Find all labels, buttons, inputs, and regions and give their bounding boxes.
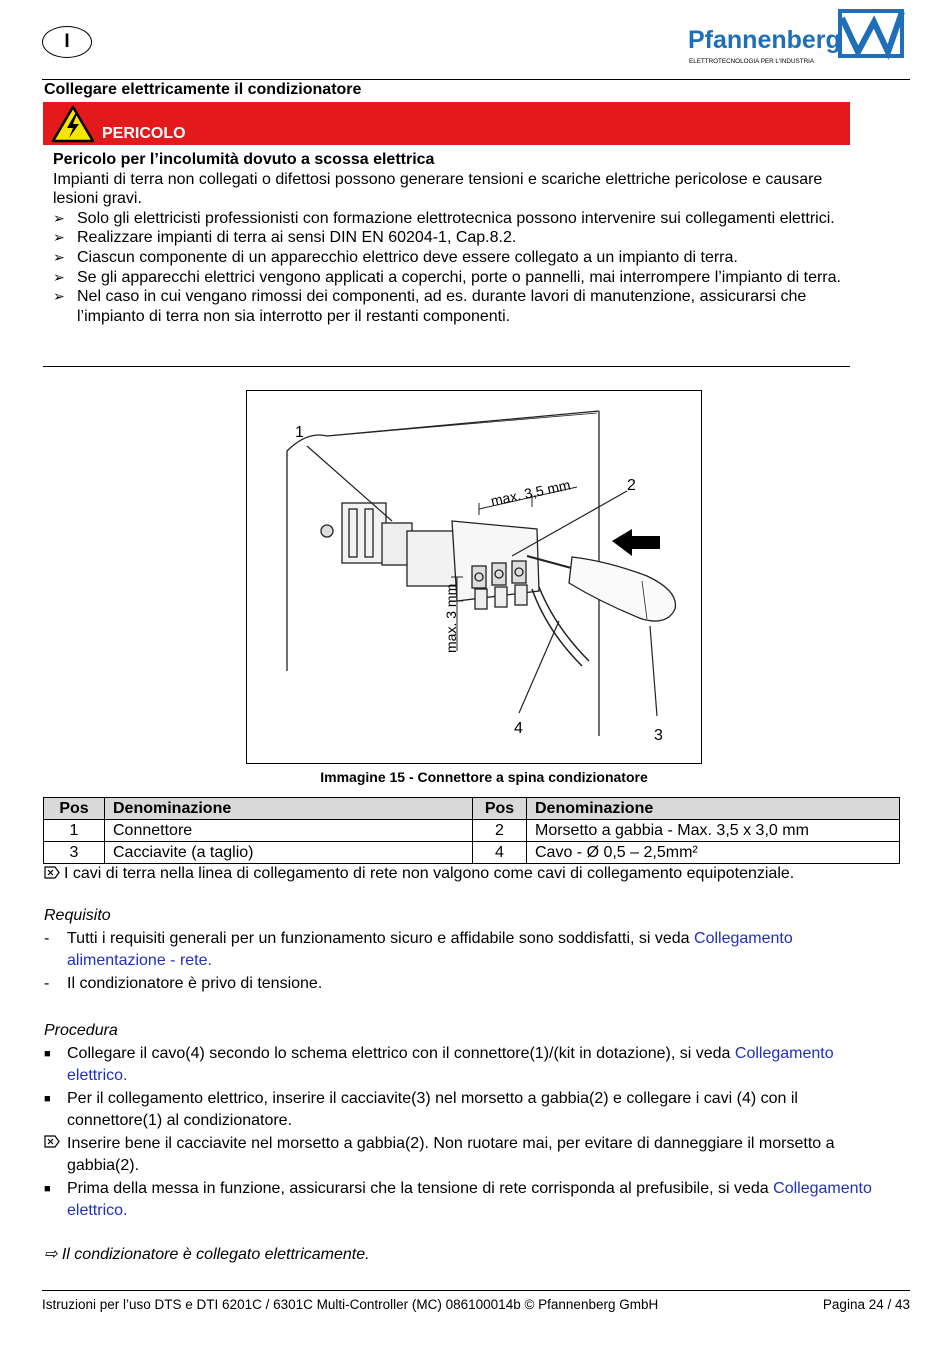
square-bullet-icon: ■ [44,1182,51,1195]
danger-label: PERICOLO [102,125,186,142]
connector-figure [246,390,702,764]
callout-2: 2 [627,477,636,494]
section-title: Collegare elettricamente il condizionatore [44,81,362,98]
warning-item: ➢ Nel caso in cui vengano rimossi dei componenti, ad es. durante lavori di manutenzione, assicurarsi che l’impianto di terra non sia interrotto per il restanti componenti. [53,287,853,326]
list-item: ■ Per il collegamento elettrico, inserire il cacciavite(3) nel morsetto a gabbia(2) e collegare i cavi (4) con il connettore(1) al condizionatore. [44,1089,798,1129]
procedure-heading: Procedura [44,1022,118,1039]
warning-heading: Pericolo per l’incolumità dovuto a scossa elettrica [53,151,435,168]
list-item: Inserire bene il cacciavite nel morsetto a gabbia(2). Non ruotare mai, per evitare di danneggiare il morsetto a gabbia(2). [44,1133,894,1178]
footer-document-info: Istruzioni per l’uso DTS e DTI 6201C / 6301C Multi-Controller (MC) 086100014b © Pfannenberg GmbH [42,1297,659,1312]
dim-vertical-label: max. 3 mm [443,583,459,653]
table-header: Pos [473,798,527,820]
warning-body [53,150,853,326]
warning-item: ➢ Se gli apparecchi elettrici vengono applicati a coperchi, porte o pannelli, mai interrompere l’impianto di terra. [53,268,853,288]
note-line [44,865,794,883]
result-arrow-icon: ⇨ [44,1246,58,1263]
brand-name: Pfannenberg [688,26,841,54]
footer-rule [42,1290,910,1291]
table-cell: Cacciavite (a taglio) [105,842,473,864]
insert-arrow-icon [612,529,660,556]
note-icon [44,866,60,879]
table-cell: Morsetto a gabbia - Max. 3,5 x 3,0 mm [527,820,900,842]
table-header: Denominazione [527,798,900,820]
table-header-row [44,798,900,820]
link-power-connection[interactable]: Collegamento alimentazione - rete. [67,929,793,969]
brand-tagline: ELETTROTECNOLOGIA PER L'INDUSTRIA [689,58,815,65]
list-item: ■ Prima della messa in funzione, assicurarsi che la tensione di rete corrisponda al prefusibile, si veda Collegamento elettrico. [44,1179,872,1219]
callout-4: 4 [514,720,523,737]
square-bullet-icon: ■ [44,1047,51,1060]
table-cell: Connettore [105,820,473,842]
callout-3: 3 [654,727,663,744]
warning-list [53,209,853,327]
warning-rule [43,366,850,367]
requirements-section [44,905,894,995]
table-header: Pos [44,798,105,820]
table-cell: 4 [473,842,527,864]
connector-illustration [247,391,700,762]
warning-item: ➢ Ciascun componente di un apparecchio elettrico deve essere collegato a un impianto di terra. [53,248,853,268]
position-table [43,797,900,864]
note-icon [44,1135,60,1148]
table-cell: 1 [44,820,105,842]
header-rule [42,79,910,80]
note-text: I cavi di terra nella linea di collegamento di rete non valgono come cavi di collegamento equipotenziale. [64,865,795,882]
table-cell: 2 [473,820,527,842]
table-row [44,820,900,842]
result-text: Il condizionatore è collegato elettricamente. [61,1246,370,1263]
callout-1: 1 [295,424,304,441]
list-item: ■ Collegare il cavo(4) secondo lo schema elettrico con il connettore(1)/(kit in dotazione), si veda Collegamento elettrico. [44,1044,834,1084]
pfannenberg-logo [688,8,908,68]
figure-caption: Immagine 15 - Connettore a spina condizionatore [320,769,648,785]
warning-item: ➢ Solo gli elettricisti professionisti con formazione elettrotecnica possono intervenire sui collegamenti elettrici. [53,209,853,229]
table-cell: Cavo - Ø 0,5 – 2,5mm² [527,842,900,864]
link-electrical-connection[interactable]: Collegamento elettrico. [67,1044,834,1084]
electric-hazard-icon [51,105,95,143]
link-electrical-connection[interactable]: Collegamento elettrico. [67,1179,872,1219]
dim-horizontal-label: max. 3,5 mm [489,476,572,509]
table-cell: 3 [44,842,105,864]
language-badge: I [42,26,92,58]
list-item: - Il condizionatore è privo di tensione. [44,974,323,992]
footer-page-number: Pagina 24 / 43 [822,1297,910,1312]
square-bullet-icon: ■ [44,1092,51,1105]
warning-item: ➢ Realizzare impianti di terra ai sensi DIN EN 60204-1, Cap.8.2. [53,228,853,248]
requirements-heading: Requisito [44,907,111,924]
procedure-section [44,1020,894,1223]
result-line [44,1244,894,1267]
table-row [44,842,900,864]
list-item: - Tutti i requisiti generali per un funzionamento sicuro e affidabile sono soddisfatti, si veda Collegamento alimentazione - rete. [44,929,793,969]
warning-intro: Impianti di terra non collegati o difettosi possono generare tensioni e scariche elettriche pericolose e causare lesioni gravi. [53,170,823,208]
table-header: Denominazione [105,798,473,820]
